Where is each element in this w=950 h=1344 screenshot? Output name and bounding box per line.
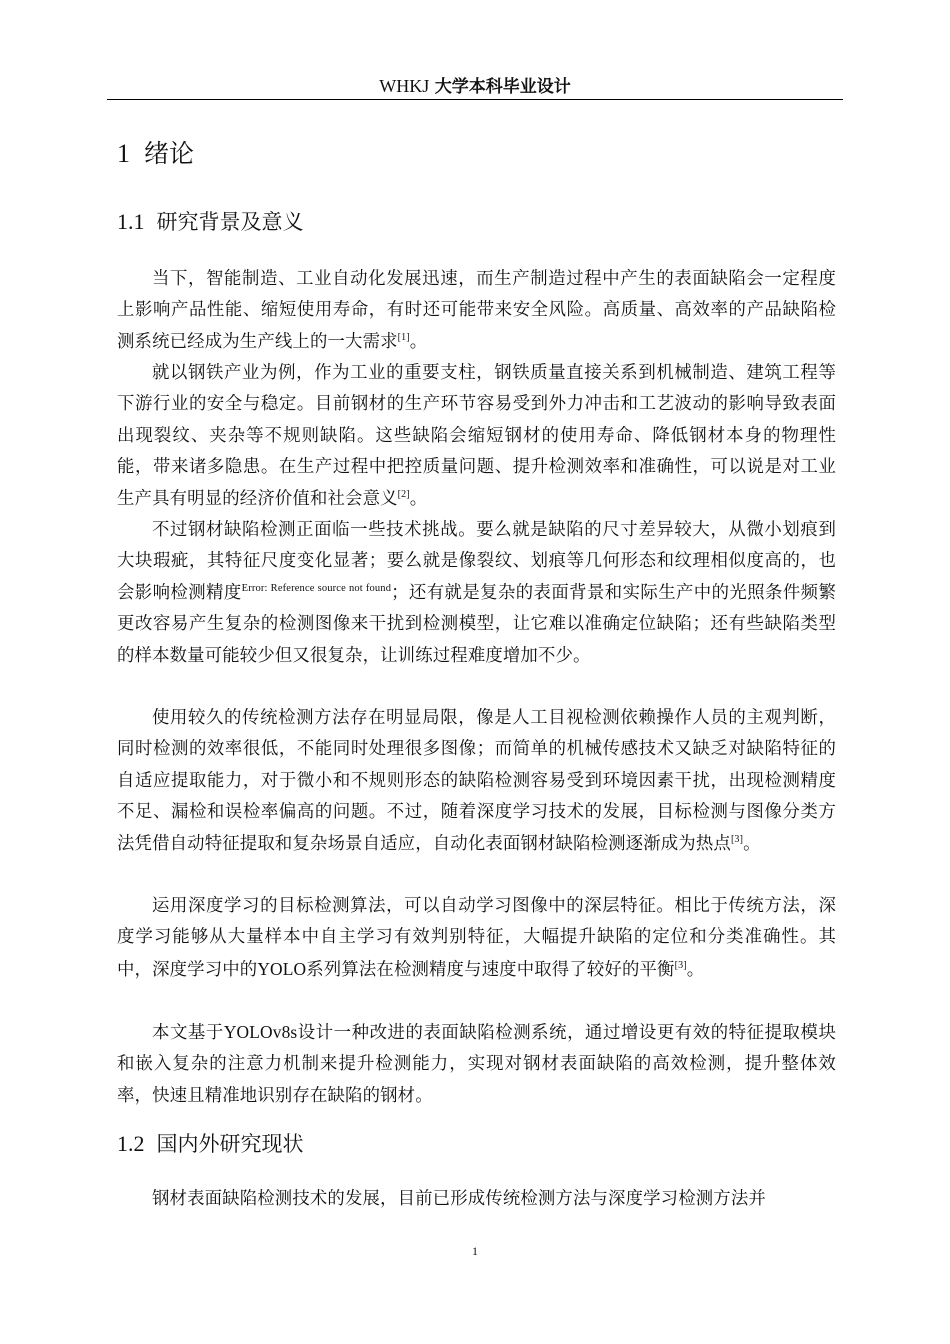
paragraph-text: ；还有就是复杂的表面背景和实际生产中的光照条件频繁更改容易产生复杂的检测图像来干扰到检测模型，让它难以准确定位缺陷；还有些缺陷类型的样本数量可能较少但又很复杂，让训练过程难度增加不少。 [117,582,836,666]
paragraph-7 [117,1184,836,1215]
reference-error: Error: Reference source not found [241,582,392,594]
paragraph-text: 钢材表面缺陷检测技术的发展，目前已形成传统检测方法与深度学习检测方法并 [152,1189,766,1209]
section-heading-1-1 [117,208,304,236]
punctuation: 。 [409,331,428,352]
citation: [3] [730,833,744,845]
paragraph-1 [117,264,836,358]
header-title: 大学本科毕业设计 [434,77,571,97]
header-rule [107,99,843,100]
yolo-term: YOLO [257,958,307,979]
paragraph-text: 就以钢铁产业为例，作为工业的重要支柱，钢铁质量直接关系到机械制造、建筑工程等下游行业的安全与稳定。目前钢材的生产环节容易受到外力冲击和工艺波动的影响导致表面出现裂纹、夹杂等不规则缺陷。这些缺陷会缩短钢材的使用寿命、降低钢材本身的物理性能，带来诸多隐患。在生产过程中把控质量问题、提升检测效率和准确性，可以说是对工业生产具有明显的经济价值和社会意义 [117,363,836,509]
paragraph-4 [117,703,836,860]
citation: [3] [674,959,687,971]
punctuation: 。 [743,833,761,854]
citation: [2] [397,488,410,500]
header-prefix: WHKJ [379,76,430,96]
paragraph-5 [117,891,836,986]
citation: [1] [397,331,410,343]
paragraph-text: 不过钢材缺陷检测正面临一些技术挑战。要么就是缺陷的尺寸差异较大，从微小划痕到大块瑕疵，其特征尺度变化显著；要么就是像裂纹、划痕等几何形态和纹理相似度高的，也会影响检测精度 [117,520,836,603]
model-term: YOLOv8s [223,1022,298,1042]
paragraph-6 [117,1017,836,1112]
section-title: 研究背景及意义 [156,210,304,234]
paragraph-text: 使用较久的传统检测方法存在明显局限，像是人工目视检测依赖操作人员的主观判断，同时检测的效率很低，不能同时处理很多图像；而简单的机械传感技术又缺乏对缺陷特征的自适应提取能力，对于微小和不规则形态的缺陷检测容易受到环境因素干扰，出现检测精度不足、漏检和误检率偏高的问题。不过，随着深度学习技术的发展，目标检测与图像分类方法凭借自动特征提取和复杂场景自适应，自动化表面钢材缺陷检测逐渐成为热点 [117,708,836,854]
paragraph-text: 系列算法在检测精度与速度中取得了较好的平衡 [306,959,675,980]
section-number: 1.2 [117,1131,145,1156]
paragraph-text: 当下，智能制造、工业自动化发展迅速，而生产制造过程中产生的表面缺陷会一定程度上影响产品性能、缩短使用寿命，有时还可能带来安全风险。高质量、高效率的产品缺陷检测系统已经成为生产线上的一大需求 [117,269,836,352]
chapter-heading [117,138,194,170]
section-heading-1-2 [117,1130,304,1158]
paragraph-3 [117,515,836,672]
punctuation: 。 [686,959,705,980]
section-number: 1.1 [117,209,145,234]
chapter-number: 1 [117,139,130,168]
section-title: 国内外研究现状 [156,1132,304,1156]
paragraph-text: 本文基于 [152,1023,224,1043]
page-number: 1 [472,1244,478,1258]
punctuation: 。 [409,488,428,509]
paragraph-2 [117,358,836,515]
page-header [107,72,843,100]
paragraph-text: 运用深度学习的目标检测算法，可以自动学习图像中的深层特征。相比于传统方法，深度学习能够从大量样本中自主学习有效判别特征，大幅提升缺陷的定位和分类准确性。其中，深度学习中的 [117,896,836,980]
paragraph-text: 设计一种改进的表面缺陷检测系统，通过增设更有效的特征提取模块和嵌入复杂的注意力机制来提升检测能力，实现对钢材表面缺陷的高效检测，提升整体效率，快速且精准地识别存在缺陷的钢材。 [117,1023,836,1106]
chapter-title: 绪论 [144,139,195,168]
